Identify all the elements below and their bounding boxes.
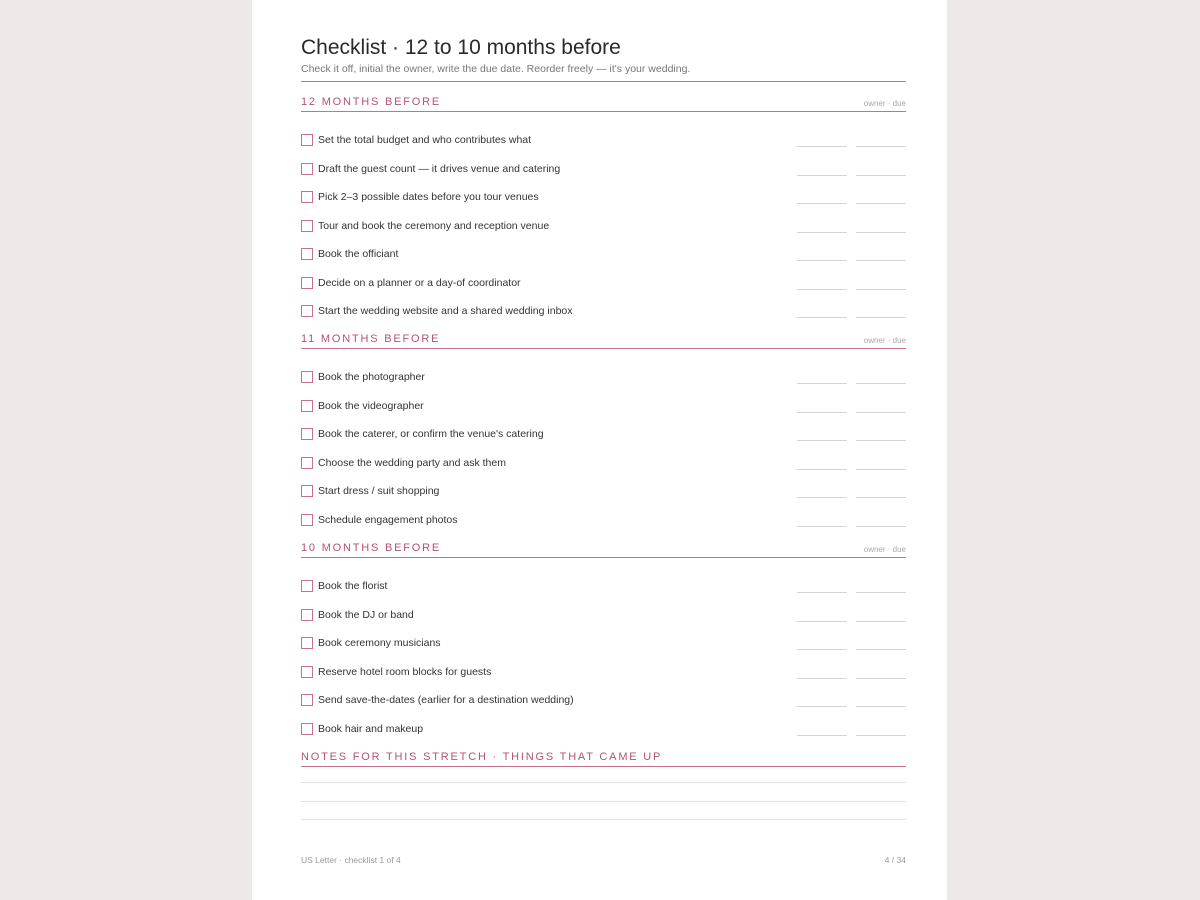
title-divider [301, 81, 906, 82]
item-checkbox[interactable] [301, 400, 313, 412]
item-checkbox[interactable] [301, 723, 313, 735]
owner-field[interactable] [797, 289, 847, 290]
checklist-item [301, 421, 906, 450]
checklist-item [301, 364, 906, 393]
checklist-item [301, 298, 906, 327]
checklist-item [301, 127, 906, 156]
item-checkbox[interactable] [301, 305, 313, 317]
owner-field[interactable] [797, 383, 847, 384]
due-field[interactable] [856, 383, 906, 384]
section-header [301, 541, 906, 558]
item-label: Choose the wedding party and ask them [318, 456, 506, 469]
checklist-item [301, 573, 906, 602]
item-label: Start the wedding website and a shared wedding inbox [318, 305, 573, 317]
footer-page-number: 4 / 34 [884, 855, 906, 865]
item-checkbox[interactable] [301, 666, 313, 678]
due-field[interactable] [856, 678, 906, 679]
item-label: Book ceremony musicians [318, 637, 441, 649]
note-line[interactable] [301, 819, 906, 820]
item-label: Book the caterer, or confirm the venue's catering [318, 428, 544, 440]
checklist-item [301, 602, 906, 631]
checklist-item [301, 507, 906, 536]
checklist-item [301, 478, 906, 507]
checklist-section [301, 95, 906, 327]
item-label: Decide on a planner or a day-of coordinator [318, 276, 521, 289]
section-header [301, 332, 906, 349]
due-field[interactable] [856, 317, 906, 318]
checklist-item [301, 716, 906, 745]
due-field[interactable] [856, 260, 906, 261]
owner-field[interactable] [797, 497, 847, 498]
item-label: Book the photographer [318, 371, 425, 383]
owner-field[interactable] [797, 706, 847, 707]
checklist-items [301, 127, 906, 327]
due-field[interactable] [856, 289, 906, 290]
item-checkbox[interactable] [301, 163, 313, 175]
owner-field[interactable] [797, 232, 847, 233]
item-checkbox[interactable] [301, 248, 313, 260]
section-header [301, 95, 906, 112]
item-checkbox[interactable] [301, 428, 313, 440]
checklist-item [301, 213, 906, 242]
item-checkbox[interactable] [301, 580, 313, 592]
item-label: Book the officiant [318, 248, 399, 260]
owner-due-label: owner · due [863, 336, 906, 345]
owner-field[interactable] [797, 592, 847, 593]
checklist-item [301, 630, 906, 659]
checklist-items [301, 364, 906, 535]
item-label: Book the videographer [318, 399, 424, 412]
item-label: Schedule engagement photos [318, 513, 458, 526]
item-checkbox[interactable] [301, 485, 313, 497]
checklist-item [301, 156, 906, 185]
item-checkbox[interactable] [301, 277, 313, 289]
checklist-item [301, 241, 906, 270]
checklist-section [301, 332, 906, 535]
footer-page-info: US Letter · checklist 1 of 4 [301, 855, 401, 865]
item-checkbox[interactable] [301, 637, 313, 649]
due-field[interactable] [856, 592, 906, 593]
owner-field[interactable] [797, 621, 847, 622]
owner-due-label: owner · due [863, 545, 906, 554]
due-field[interactable] [856, 735, 906, 736]
owner-field[interactable] [797, 735, 847, 736]
owner-field[interactable] [797, 203, 847, 204]
section-title: 11 MONTHS BEFORE [301, 333, 441, 345]
owner-due-label: owner · due [863, 99, 906, 108]
owner-field[interactable] [797, 412, 847, 413]
notes-header [301, 750, 906, 767]
note-line[interactable] [301, 782, 906, 783]
item-checkbox[interactable] [301, 694, 313, 706]
owner-field[interactable] [797, 678, 847, 679]
item-checkbox[interactable] [301, 457, 313, 469]
owner-field[interactable] [797, 440, 847, 441]
checklist-items [301, 573, 906, 744]
checklist-item [301, 450, 906, 479]
section-title: 10 MONTHS BEFORE [301, 542, 442, 554]
notes-title: NOTES FOR THIS STRETCH · THINGS THAT CAME UP [301, 751, 663, 763]
owner-field[interactable] [797, 317, 847, 318]
item-checkbox[interactable] [301, 514, 313, 526]
checklist-page [252, 0, 947, 900]
item-label: Start dress / suit shopping [318, 485, 440, 497]
item-label: Book the florist [318, 580, 388, 592]
owner-field[interactable] [797, 649, 847, 650]
owner-field[interactable] [797, 146, 847, 147]
item-checkbox[interactable] [301, 609, 313, 621]
item-checkbox[interactable] [301, 134, 313, 146]
checklist-item [301, 687, 906, 716]
item-label: Book hair and makeup [318, 722, 424, 735]
page-title: Checklist · 12 to 10 months before [301, 36, 621, 59]
due-field[interactable] [856, 621, 906, 622]
owner-field[interactable] [797, 260, 847, 261]
checklist-item [301, 184, 906, 213]
owner-field[interactable] [797, 526, 847, 527]
section-title: 12 MONTHS BEFORE [301, 96, 442, 108]
due-field[interactable] [856, 175, 906, 176]
due-field[interactable] [856, 497, 906, 498]
due-field[interactable] [856, 146, 906, 147]
checklist-section [301, 541, 906, 744]
due-field[interactable] [856, 232, 906, 233]
item-label: Set the total budget and who contributes what [318, 134, 532, 146]
item-label: Book the DJ or band [318, 608, 414, 621]
item-label: Pick 2–3 possible dates before you tour venues [318, 191, 539, 203]
due-field[interactable] [856, 412, 906, 413]
due-field[interactable] [856, 440, 906, 441]
item-label: Send save-the-dates (earlier for a destination wedding) [318, 694, 574, 706]
checklist-item [301, 270, 906, 299]
owner-field[interactable] [797, 175, 847, 176]
checklist-item [301, 393, 906, 422]
owner-field[interactable] [797, 469, 847, 470]
note-line[interactable] [301, 801, 906, 802]
item-label: Tour and book the ceremony and reception venue [318, 219, 550, 232]
due-field[interactable] [856, 706, 906, 707]
page-subtitle: Check it off, initial the owner, write the due date. Reorder freely — it's your wedding. [301, 63, 691, 75]
item-label: Draft the guest count — it drives venue and catering [318, 162, 561, 175]
item-checkbox[interactable] [301, 191, 313, 203]
item-label: Reserve hotel room blocks for guests [318, 665, 492, 678]
checklist-item [301, 659, 906, 688]
due-field[interactable] [856, 649, 906, 650]
item-checkbox[interactable] [301, 220, 313, 232]
due-field[interactable] [856, 469, 906, 470]
item-checkbox[interactable] [301, 371, 313, 383]
due-field[interactable] [856, 526, 906, 527]
due-field[interactable] [856, 203, 906, 204]
